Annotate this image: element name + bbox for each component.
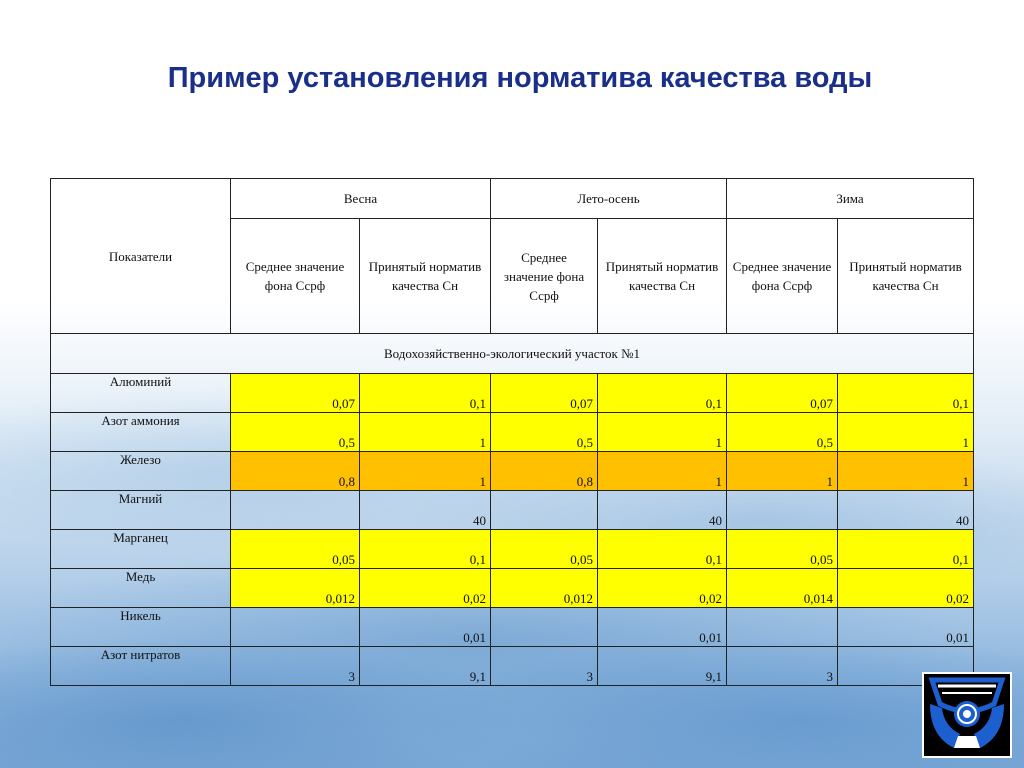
table-row [51, 569, 974, 608]
season-header-summer-autumn: Лето-осень [491, 179, 727, 219]
row-name: Железо [51, 452, 231, 491]
season-header-spring: Весна [231, 179, 491, 219]
row-name: Азот нитратов [51, 647, 231, 686]
table-cell: 3 [491, 647, 598, 686]
row-name: Марганец [51, 530, 231, 569]
table-row [51, 374, 974, 413]
table-cell: 0,01 [838, 608, 974, 647]
table-cell: 40 [598, 491, 727, 530]
table-cell: 1 [838, 452, 974, 491]
table-cell: 0,1 [838, 530, 974, 569]
subheader-summer-background: Среднее значение фона Ссрф [491, 219, 598, 334]
table-cell: 1 [360, 413, 491, 452]
table-cell: 1 [838, 413, 974, 452]
row-name: Магний [51, 491, 231, 530]
table-cell [727, 491, 838, 530]
section-row: Водохозяйственно-экологический участок №1 [51, 334, 974, 374]
table-cell: 0,1 [360, 374, 491, 413]
table-cell: 0,07 [727, 374, 838, 413]
table-cell: 0,1 [360, 530, 491, 569]
table-cell: 3 [727, 647, 838, 686]
table-cell: 0,014 [727, 569, 838, 608]
water-quality-table [50, 178, 974, 686]
table-cell: 40 [360, 491, 491, 530]
table-row [51, 608, 974, 647]
subheader-summer-norm: Принятый норматив качества Сн [598, 219, 727, 334]
subheader-spring-background: Среднее значение фона Ссрф [231, 219, 360, 334]
table-cell: 0,07 [491, 374, 598, 413]
row-name: Алюминий [51, 374, 231, 413]
table-cell [491, 491, 598, 530]
table-row [51, 530, 974, 569]
table-cell: 1 [727, 452, 838, 491]
table-row [51, 647, 974, 686]
subheader-winter-background: Среднее значение фона Ссрф [727, 219, 838, 334]
table-cell [231, 608, 360, 647]
table-cell: 0,01 [598, 608, 727, 647]
row-name: Азот аммония [51, 413, 231, 452]
table-cell: 1 [598, 413, 727, 452]
table-cell: 0,1 [598, 374, 727, 413]
table-cell: 0,02 [360, 569, 491, 608]
table-cell: 0,05 [231, 530, 360, 569]
table-cell: 0,07 [231, 374, 360, 413]
table-cell: 0,5 [727, 413, 838, 452]
row-name: Медь [51, 569, 231, 608]
table-cell: 0,012 [491, 569, 598, 608]
water-hands-logo-icon [922, 672, 1012, 758]
table-row [51, 452, 974, 491]
table-cell [491, 608, 598, 647]
subheader-winter-norm: Принятый норматив качества Сн [838, 219, 974, 334]
table-cell: 0,1 [838, 374, 974, 413]
table-cell: 0,1 [598, 530, 727, 569]
table-cell: 0,012 [231, 569, 360, 608]
table-cell: 0,5 [231, 413, 360, 452]
table-row [51, 413, 974, 452]
table-cell: 0,01 [360, 608, 491, 647]
table-cell: 9,1 [360, 647, 491, 686]
slide-title: Пример установления норматива качества воды [167, 62, 873, 94]
row-name: Никель [51, 608, 231, 647]
table-cell: 0,8 [231, 452, 360, 491]
indicator-header: Показатели [51, 179, 231, 334]
table-cell: 0,05 [491, 530, 598, 569]
table-cell: 0,5 [491, 413, 598, 452]
table-cell: 3 [231, 647, 360, 686]
table-cell: 0,02 [598, 569, 727, 608]
table-cell: 40 [838, 491, 974, 530]
season-header-winter: Зима [727, 179, 974, 219]
table-row [51, 491, 974, 530]
table-cell: 1 [598, 452, 727, 491]
table-cell: 0,02 [838, 569, 974, 608]
table-cell [231, 491, 360, 530]
subheader-spring-norm: Принятый норматив качества Сн [360, 219, 491, 334]
table-cell: 0,05 [727, 530, 838, 569]
table-cell: 1 [360, 452, 491, 491]
table-cell: 0,8 [491, 452, 598, 491]
table-cell: 9,1 [598, 647, 727, 686]
table-cell [727, 608, 838, 647]
